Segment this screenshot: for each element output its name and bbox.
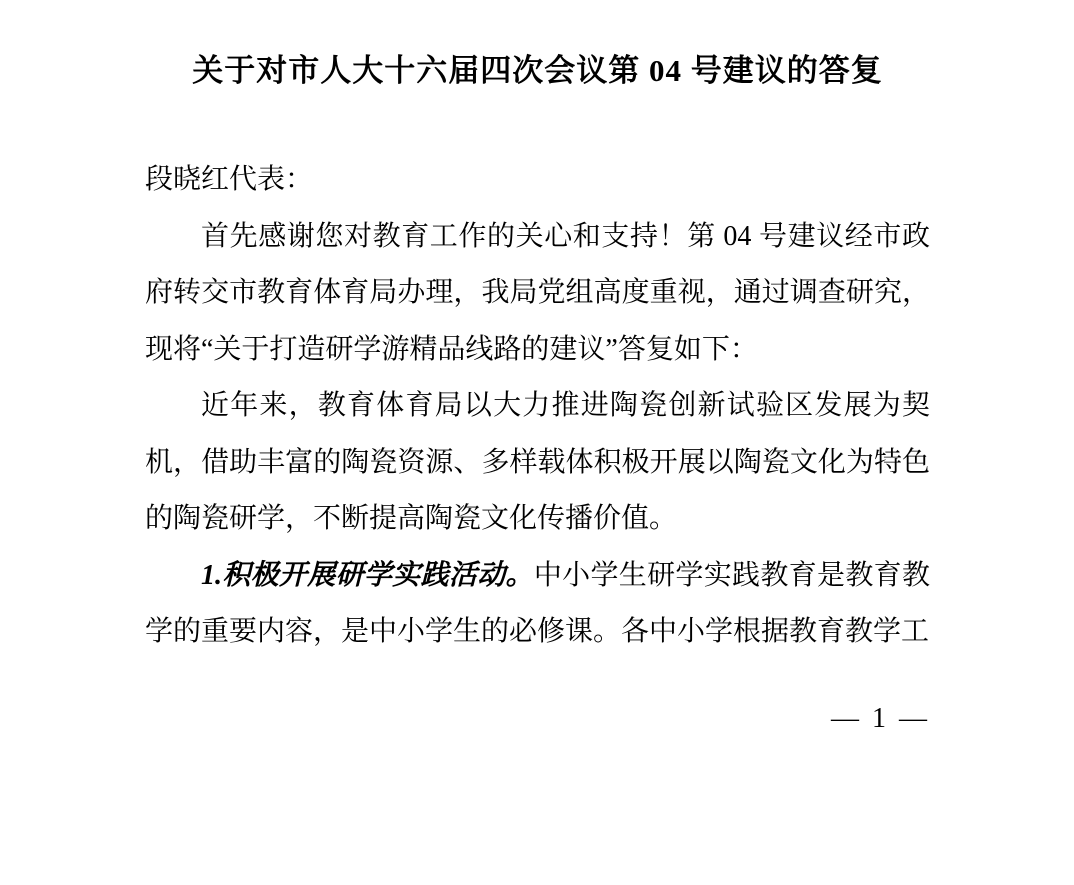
salutation: 段晓红代表： (145, 164, 314, 195)
document-title: 关于对市人大十六届四次会议第 04 号建议的答复 (192, 53, 883, 88)
paragraph (145, 378, 930, 548)
page-number: — 1 — (831, 702, 930, 734)
document-body (145, 152, 930, 661)
text-run: 中小学生研学实践教育是教育教学的重要内容，是中小学生的必修课。各中小学根据教育教学工 (145, 559, 930, 647)
emphasis-run: 1.积极开展研学实践活动。 (201, 559, 534, 591)
paragraph (145, 209, 930, 379)
paragraph (145, 548, 930, 661)
text-run: 首先感谢您对教育工作的关心和支持！第 04 号建议经市政府转交市教育体育局办理，我局党组高度重视，通过调查研究，现将“关于打造研学游精品线路的建议”答复如下： (145, 220, 930, 365)
text-run: 近年来，教育体育局以大力推进陶瓷创新试验区发展为契机，借助丰富的陶瓷资源、多样载体积极开展以陶瓷文化为特色的陶瓷研学，不断提高陶瓷文化传播价值。 (145, 390, 930, 534)
